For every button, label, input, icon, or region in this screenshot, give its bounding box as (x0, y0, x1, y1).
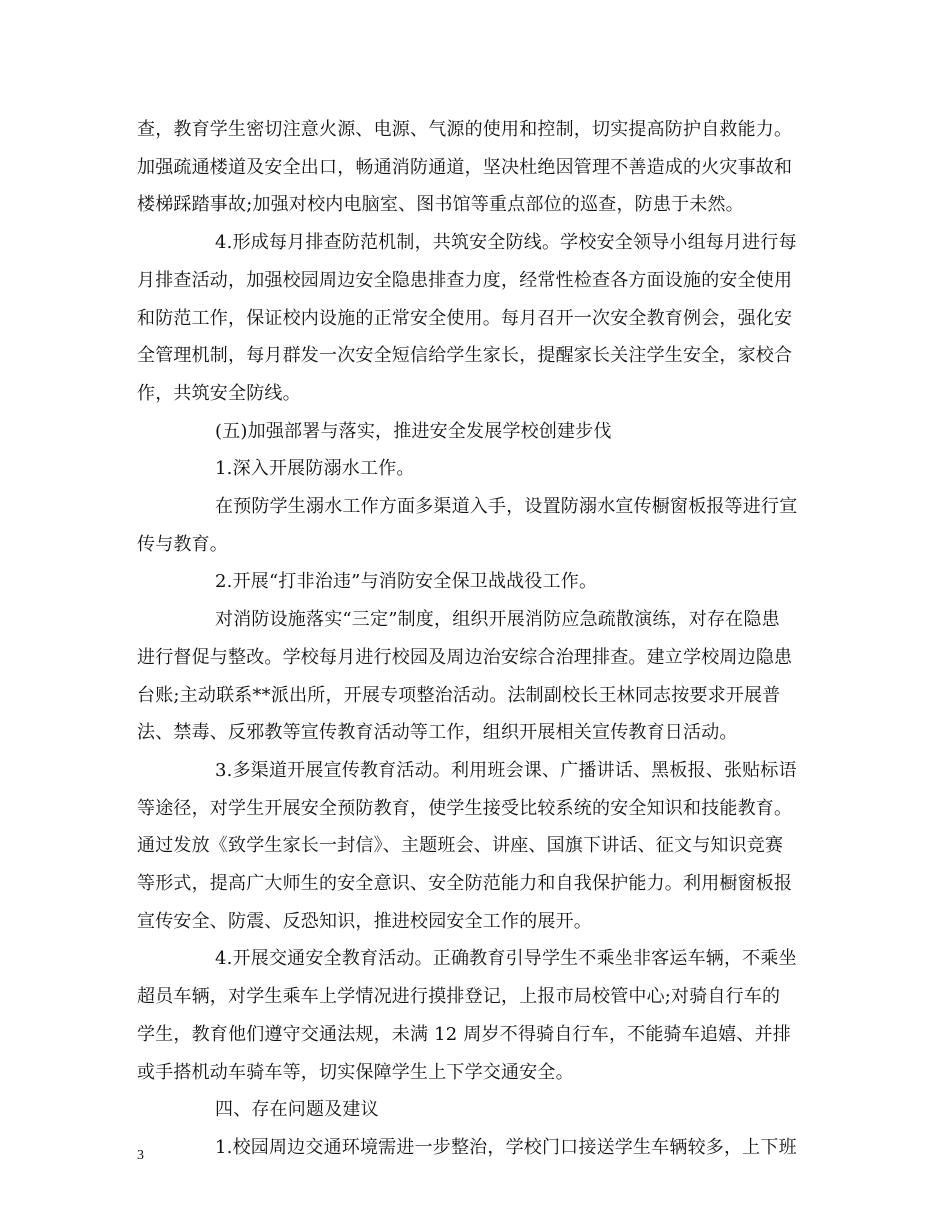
paragraph-first-line: 2.开展“打非治违”与消防安全保卫战战役工作。 (215, 571, 598, 593)
paragraph-line: 月排查活动，加强校园周边安全隐患排查力度，经常性检查各方面设施的安全使用 (137, 269, 793, 291)
paragraph-line: 学生，教育他们遵守交通法规，未满 12 周岁不得骑自行车，不能骑车追嬉、并排 (137, 1023, 791, 1045)
paragraph-line: 查，教育学生密切注意火源、电源、气源的使用和控制，切实提高防护自救能力。 (137, 119, 793, 140)
paragraph-line: 宣传安全、防震、反恐知识，推进校园安全工作的展开。 (137, 910, 592, 932)
paragraph-line: 等途径，对学生开展安全预防教育，使学生接受比较系统的安全知识和技能教育。 (137, 797, 793, 819)
paragraph-line: 或手搭机动车骑车等，切实保障学生上下学交通安全。 (137, 1061, 574, 1083)
paragraph-line: 等形式，提高广大师生的安全意识、安全防范能力和自我保护能力。利用橱窗板报 (137, 873, 793, 894)
paragraph-line: 加强疏通楼道及安全出口，畅通消防通道，坚决杜绝因管理不善造成的火灾事故和 (137, 156, 793, 178)
paragraph-line: 和防范工作，保证校内设施的正常安全使用。每月召开一次安全教育例会，强化安 (137, 307, 793, 329)
paragraph-line: 进行督促与整改。学校每月进行校园及周边治安综合治理排查。建立学校周边隐患 (137, 646, 793, 668)
paragraph-first-line: 1.校园周边交通环境需进一步整治，学校门口接送学生车辆较多，上下班 (215, 1136, 797, 1158)
paragraph-line: 通过发放《致学生家长一封信》、主题班会、讲座、国旗下讲话、征文与知识竞赛 (137, 835, 784, 857)
paragraph-line: 全管理机制，每月群发一次安全短信给学生家长，提醒家长关注学生安全，家校合 (137, 345, 793, 367)
paragraph-first-line: 对消防设施落实“三定”制度，组织开展消防应急疏散演练，对存在隐患 (215, 609, 780, 631)
paragraph-line: 法、禁毒、反邪教等宣传教育活动等工作，组织开展相关宣传教育日活动。 (137, 722, 738, 744)
paragraph-first-line: 在预防学生溺水工作方面多渠道入手，设置防溺水宣传橱窗板报等进行宣 (215, 496, 798, 517)
paragraph-line: 传与教育。 (137, 533, 228, 555)
paragraph-first-line: (五)加强部署与落实，推进安全发展学校创建步伐 (215, 420, 612, 442)
paragraph-line: 台账;主动联系**派出所，开展专项整治活动。法制副校长王林同志按要求开展普 (137, 684, 781, 706)
paragraph-line: 楼梯踩踏事故;加强对校内电脑室、图书馆等重点部位的巡查，防患于未然。 (137, 194, 744, 216)
paragraph-first-line: 四、存在问题及建议 (215, 1099, 379, 1121)
paragraph-line: 作，共筑安全防线。 (137, 382, 301, 404)
paragraph-first-line: 4.开展交通安全教育活动。正确教育引导学生不乘坐非客运车辆，不乘坐 (215, 948, 797, 970)
page-number: 3 (137, 1148, 144, 1163)
paragraph-first-line: 4.形成每月排查防范机制，共筑安全防线。学校安全领导小组每月进行每 (215, 232, 797, 254)
paragraph-first-line: 1.深入开展防溺水工作。 (215, 458, 415, 480)
paragraph-first-line: 3.多渠道开展宣传教育活动。利用班会课、广播讲话、黑板报、张贴标语 (215, 759, 797, 781)
paragraph-line: 超员车辆，对学生乘车上学情况进行摸排登记，上报市局校管中心;对骑自行车的 (137, 986, 781, 1008)
